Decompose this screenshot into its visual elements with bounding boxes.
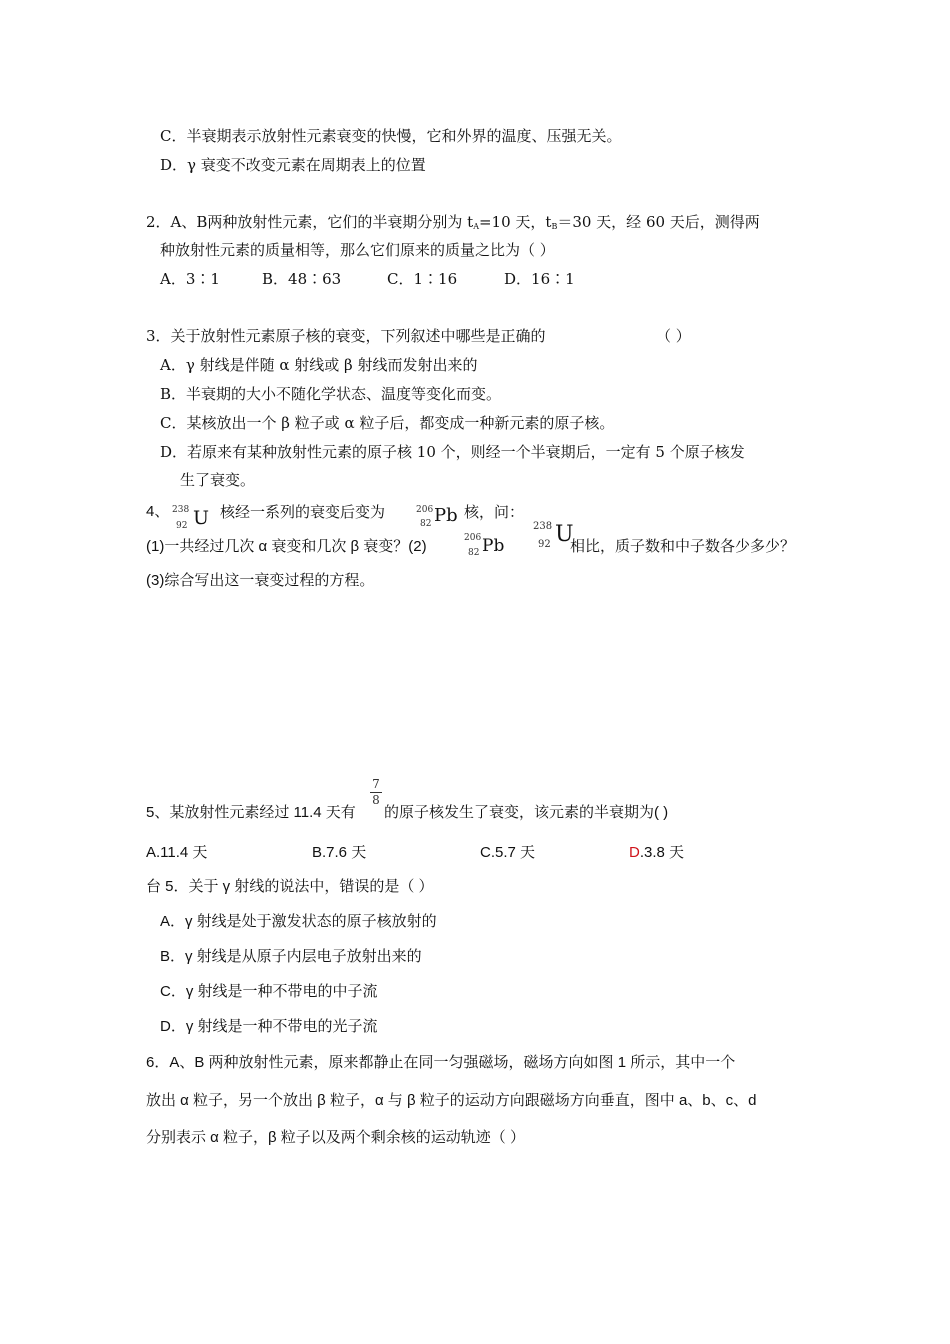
q5-option-b: B.7.6 天 — [312, 844, 367, 861]
q5b-option-d: D．γ 射线是一种不带电的光子流 — [160, 1018, 378, 1035]
q4-pb-atomic-number: 82 — [420, 519, 432, 529]
q3-option-b: B．半衰期的大小不随化学状态、温度等变化而变。 — [160, 385, 502, 403]
q5b-option-c: C．γ 射线是一种不带电的中子流 — [160, 983, 378, 1000]
q4-number: 4、 — [146, 503, 170, 520]
q4-l2-pb-symbol: Pb — [482, 536, 505, 556]
q5-stem-part-b: 的原子核发生了衰变，该元素的半衰期为( ) — [384, 804, 669, 821]
q2-option-c: C．1∶16 — [387, 270, 458, 288]
q4-stem-end: 核，问： — [464, 503, 525, 521]
q5-option-d-rest: .3.8 天 — [639, 844, 685, 861]
q5-fraction-numerator: 7 — [372, 777, 380, 791]
q2-stem-line2: 种放射性元素的质量相等，那么它们原来的质量之比为（ ） — [160, 241, 555, 259]
q5b-stem: 台 5．关于 γ 射线的说法中，错误的是（ ） — [146, 878, 434, 895]
q3-stem: 3．关于放射性元素原子核的衰变，下列叙述中哪些是正确的 — [146, 327, 546, 345]
q2-stem-part-c: ＝30 天，经 60 天后，测得两 — [557, 213, 760, 231]
q2-option-a: A．3∶1 — [160, 270, 220, 288]
q2-sub-a: A — [473, 222, 479, 231]
q4-u-symbol: U — [193, 507, 210, 529]
q4-l2-pb-mass-number: 206 — [464, 533, 482, 543]
q3-option-d-line2: 生了衰变。 — [180, 471, 256, 489]
q4-l2-u-mass-number: 238 — [533, 521, 553, 532]
q5-fraction-denominator: 8 — [372, 793, 380, 807]
q5-option-d — [629, 843, 684, 863]
q3-answer-paren: （ ） — [656, 327, 691, 345]
q4-question-1-2: (1)一共经过几次 α 衰变和几次 β 衰变？(2) — [146, 538, 427, 555]
q3-option-a: A．γ 射线是伴随 α 射线或 β 射线而发射出来的 — [160, 356, 478, 374]
q4-question-2-rest: 相比，质子数和中子数各少多少？ — [570, 538, 796, 555]
q5-stem-part-a: 5、某放射性元素经过 11.4 天有 — [146, 804, 356, 821]
q5b-option-a: A．γ 射线是处于激发状态的原子核放射的 — [160, 913, 437, 930]
q3-option-d-line1: D．若原来有某种放射性元素的原子核 10 个，则经一个半衰期后，一定有 5 个原子核发 — [160, 443, 745, 461]
q2-sub-b: B — [551, 222, 558, 231]
q2-stem-line1 — [146, 212, 760, 237]
q4-u-atomic-number: 92 — [176, 521, 188, 531]
q2-option-b: B．48∶63 — [262, 270, 342, 288]
q5-option-d-letter: D — [629, 844, 640, 861]
q4-question-3: (3)综合写出这一衰变过程的方程。 — [146, 572, 375, 589]
q4-u-mass-number: 238 — [172, 505, 190, 515]
q1-option-d: D．γ 衰变不改变元素在周期表上的位置 — [160, 156, 426, 174]
q4-l2-u-atomic-number: 92 — [538, 539, 551, 550]
q6-stem-line1: 6．A、B 两种放射性元素，原来都静止在同一匀强磁场，磁场方向如图 1 所示，其中一个 — [146, 1054, 736, 1071]
q5-option-a: A.11.4 天 — [146, 844, 208, 861]
q2-stem-part-a: 2．A、B两种放射性元素，它们的半衰期分别为 t — [146, 213, 474, 231]
q2-stem-part-b: =10 天，t — [478, 213, 552, 231]
q5b-option-b: B．γ 射线是从原子内层电子放射出来的 — [160, 948, 422, 965]
q2-option-d: D．16∶1 — [504, 270, 575, 288]
q3-option-c: C．某核放出一个 β 粒子或 α 粒子后，都变成一种新元素的原子核。 — [160, 414, 615, 432]
q4-stem-mid: 核经一系列的衰变后变为 — [220, 503, 386, 521]
q4-pb-mass-number: 206 — [416, 505, 434, 515]
q5-option-c: C.5.7 天 — [480, 844, 536, 861]
q6-stem-line3: 分别表示 α 粒子，β 粒子以及两个剩余核的运动轨迹（ ） — [146, 1129, 525, 1146]
q4-l2-u-symbol: U — [555, 522, 574, 547]
q5-fraction — [369, 778, 383, 807]
q4-l2-pb-atomic-number: 82 — [468, 548, 480, 558]
q6-stem-line2: 放出 α 粒子，另一个放出 β 粒子，α 与 β 粒子的运动方向跟磁场方向垂直，图中 a、b、c、d — [146, 1092, 757, 1109]
q1-option-c: C．半衰期表示放射性元素衰变的快慢，它和外界的温度、压强无关。 — [160, 127, 622, 145]
q4-pb-symbol: Pb — [434, 505, 458, 526]
